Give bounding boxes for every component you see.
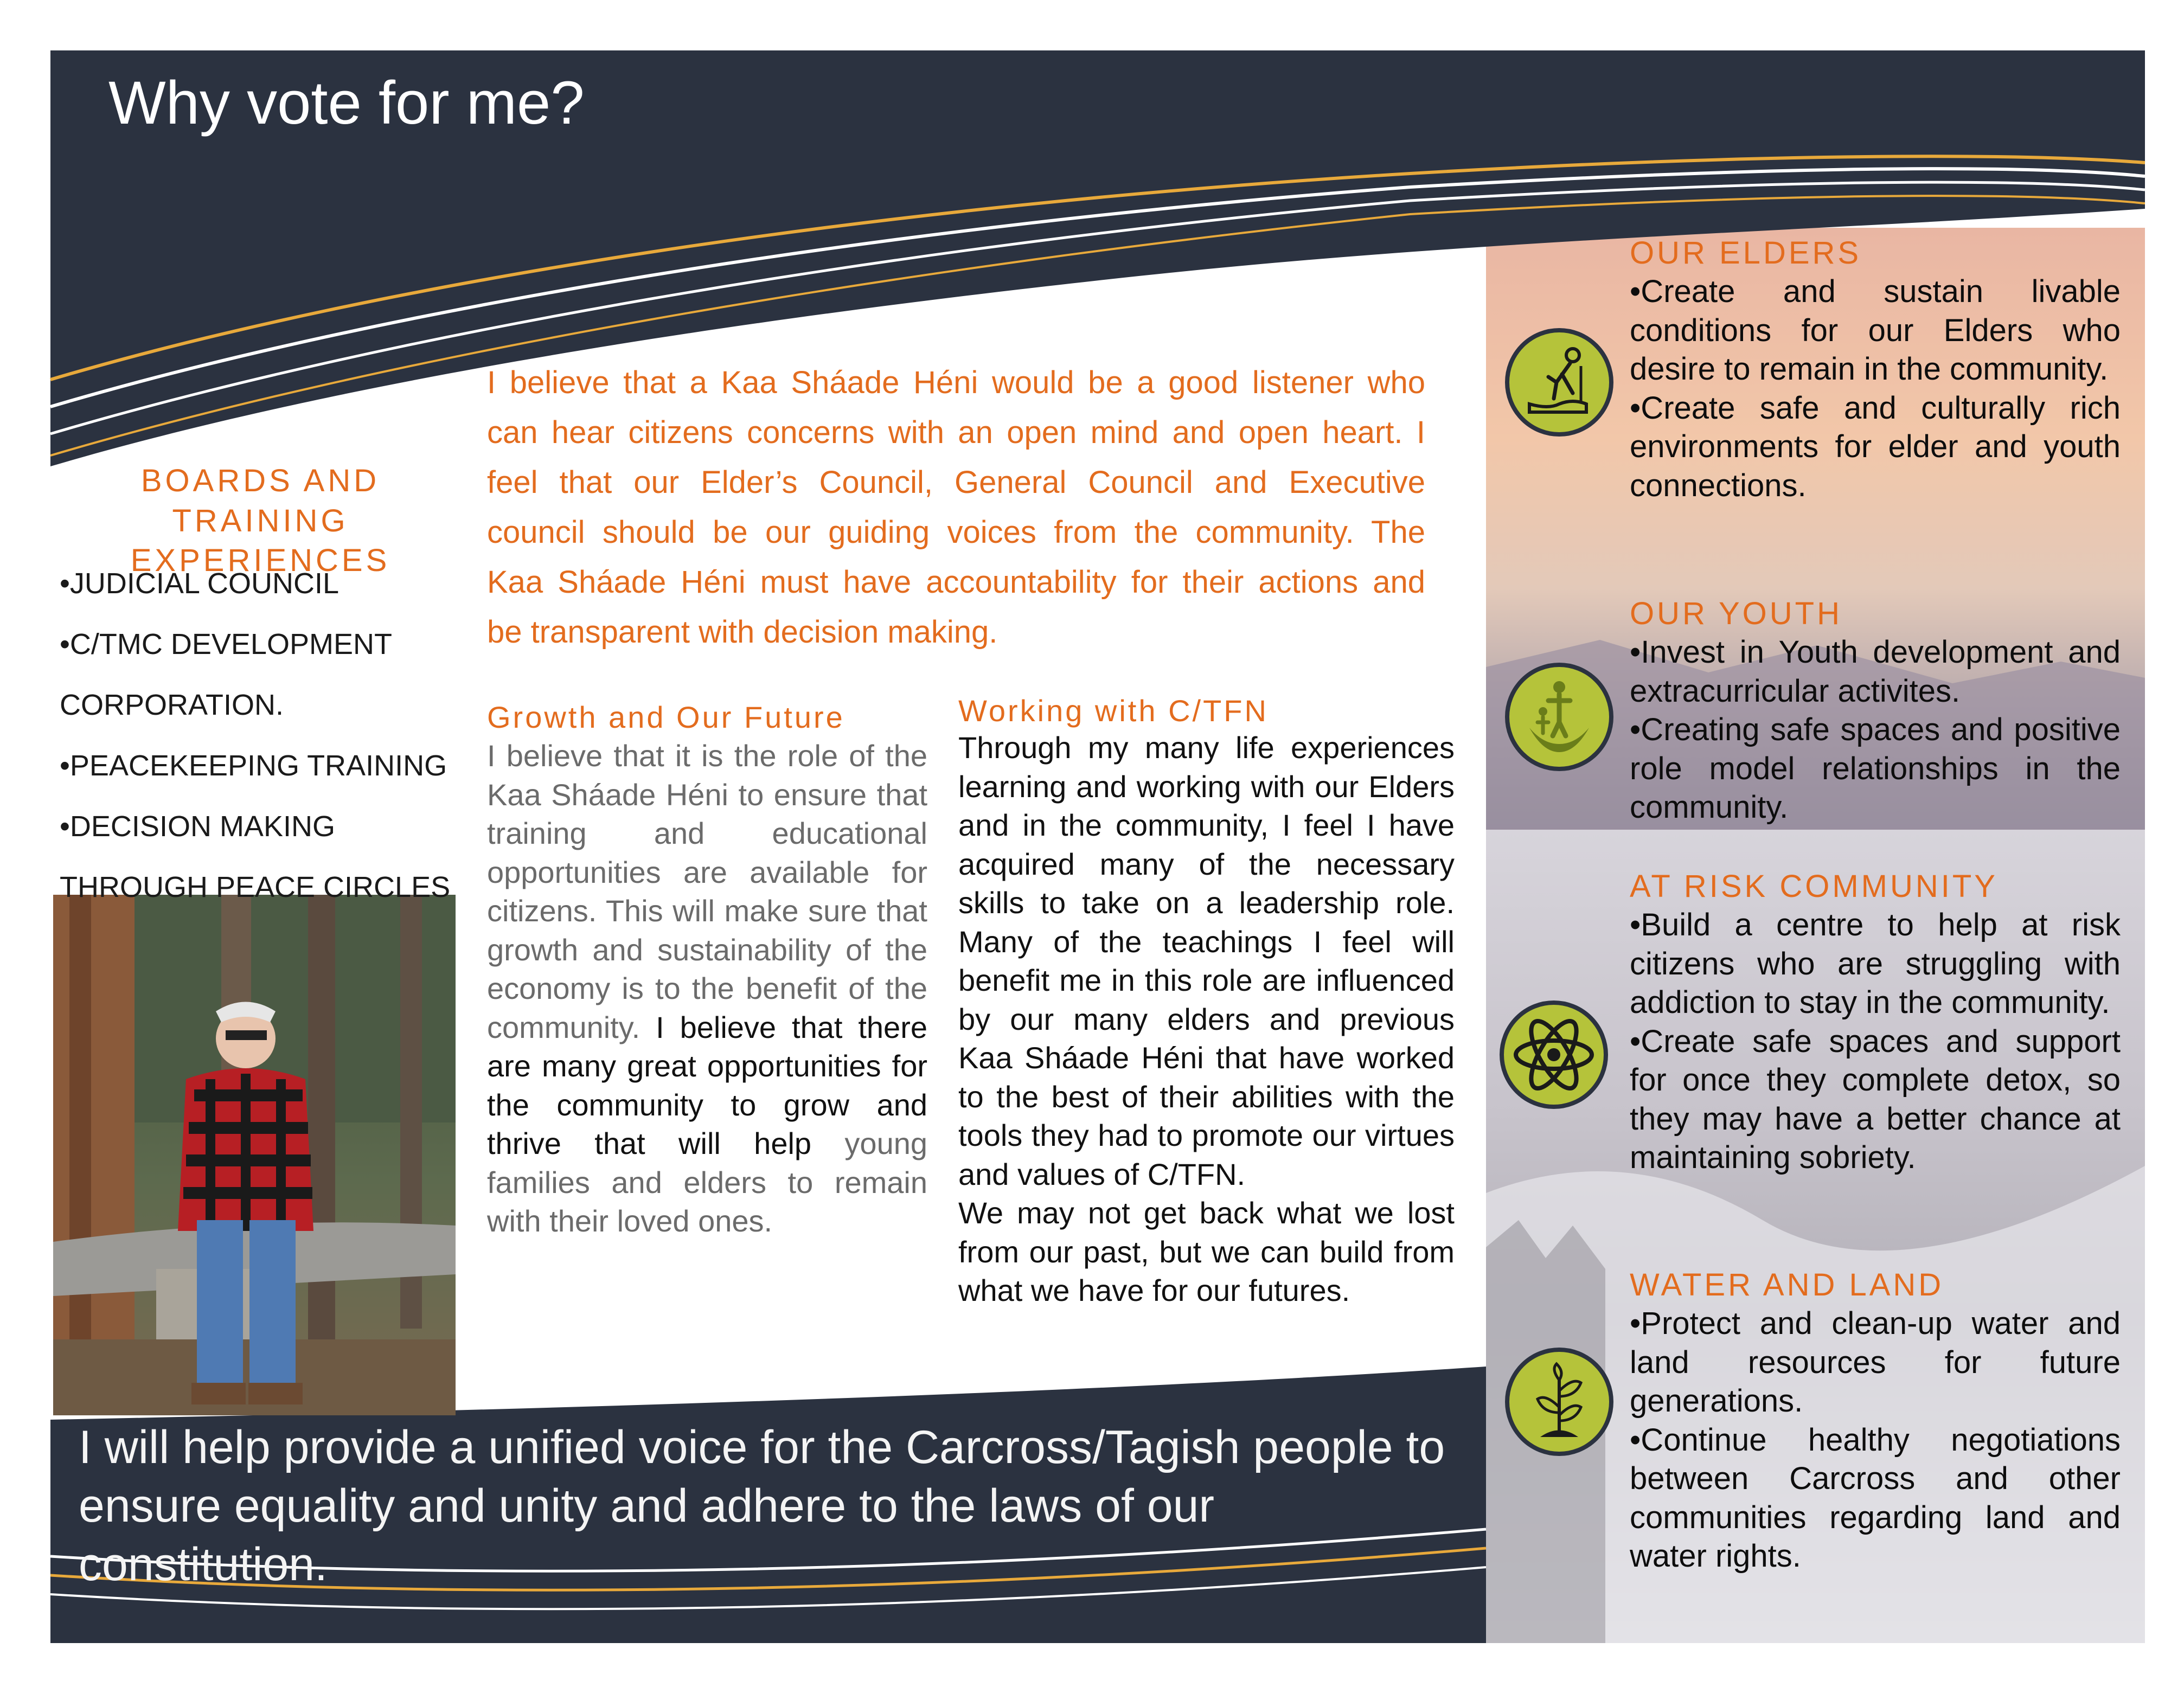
seedling-icon bbox=[1505, 1348, 1613, 1456]
working-text bbox=[958, 728, 1455, 1310]
bullet: •Build a centre to help at risk citizens who are struggling with addiction to stay in the community. bbox=[1630, 907, 2121, 1020]
page-title: Why vote for me? bbox=[108, 69, 585, 137]
intro-line: feel that our Elder’s Council, General Council and Executive bbox=[487, 465, 1425, 500]
boards-item: THROUGH PEACE CIRCLES bbox=[60, 871, 451, 903]
working-heading: Working with C/TFN bbox=[958, 694, 1269, 728]
section-heading: AT RISK COMMUNITY bbox=[1630, 869, 1998, 904]
intro-line: I believe that a Kaa Sháade Héni would be a good listener who bbox=[487, 365, 1425, 400]
intro-line: be transparent with decision making. bbox=[487, 614, 998, 650]
growth-text-part: young families and elders to remain with their loved ones. bbox=[487, 1126, 927, 1238]
section-text bbox=[1630, 906, 2121, 1177]
bullet: •Invest in Youth development and extracurricular activites. bbox=[1630, 634, 2121, 709]
intro-paragraph bbox=[487, 358, 1425, 657]
water-land-section bbox=[1630, 1266, 2121, 1576]
growth-heading: Growth and Our Future bbox=[487, 700, 845, 734]
growth-text bbox=[487, 736, 927, 1241]
youth-section bbox=[1630, 595, 2121, 827]
elder-care-icon bbox=[1505, 328, 1613, 437]
section-heading: OUR YOUTH bbox=[1630, 596, 1842, 631]
atom-icon bbox=[1500, 1000, 1608, 1109]
bullet: •Protect and clean-up water and land resources for future generations. bbox=[1630, 1306, 2121, 1419]
boards-item: CORPORATION. bbox=[60, 689, 284, 721]
growth-text-part: I believe that it is the role of the Kaa Sháade Héni to ensure that training and educational opportunities are available for citizens. This will make sure that growth and sustainability of the economy is to the benefit of the community. bbox=[487, 739, 927, 1044]
bullet: •Create safe and culturally rich environments for elder and youth connections. bbox=[1630, 390, 2121, 503]
section-text bbox=[1630, 272, 2121, 505]
at-risk-section bbox=[1630, 868, 2121, 1177]
growth-text-part: I believe that there are many great opportunities for the community to grow and thrive that will help bbox=[487, 1010, 927, 1160]
section-heading: OUR ELDERS bbox=[1630, 235, 1862, 271]
bullet: •Continue healthy negotiations between Carcross and other communities regarding land and water rights. bbox=[1630, 1422, 2121, 1574]
bullet: •Create and sustain livable conditions for our Elders who desire to remain in the community. bbox=[1630, 274, 2121, 387]
working-paragraph: We may not get back what we lost from our past, but we can build from what we have for our futures. bbox=[958, 1196, 1455, 1307]
intro-line: can hear citizens concerns with an open mind and open heart. I bbox=[487, 415, 1425, 450]
candidate-photo bbox=[53, 895, 456, 1415]
youth-growth-icon bbox=[1505, 663, 1613, 771]
section-heading: WATER AND LAND bbox=[1630, 1267, 1944, 1303]
working-paragraph: Through my many life experiences learning and working with our Elders and in the community, I feel I have acquired many of the necessary skills to take on a leadership role. Many of the teachings I feel will benefit me in this role are influenced by our many elders and previous Kaa Sháade Héni that have worked to the best of their abilities with the tools they had to promote our virtues and values of C/TFN. bbox=[958, 730, 1455, 1191]
intro-line: council should be our guiding voices from the community. The bbox=[487, 515, 1425, 550]
boards-heading: BOARDS AND TRAINING EXPERIENCES bbox=[130, 463, 390, 579]
intro-line: Kaa Sháade Héni must have accountability for their actions and bbox=[487, 565, 1425, 600]
boards-item: •DECISION MAKING bbox=[60, 810, 335, 843]
boards-list bbox=[60, 553, 472, 918]
elders-section bbox=[1630, 234, 2121, 505]
boards-item: •PEACEKEEPING TRAINING bbox=[60, 749, 447, 782]
section-text bbox=[1630, 1304, 2121, 1576]
boards-item: •C/TMC DEVELOPMENT bbox=[60, 628, 392, 660]
boards-item: •JUDICIAL COUNCIL bbox=[60, 567, 339, 600]
section-text bbox=[1630, 633, 2121, 827]
closing-statement: I will help provide a unified voice for the Carcross/Tagish people to ensure equality and unity and adhere to the laws of our constitution. bbox=[79, 1421, 1445, 1590]
bullet: •Create safe spaces and support for once they complete detox, so they may have a better chance at maintaining sobriety. bbox=[1630, 1023, 2121, 1175]
bullet: •Creating safe spaces and positive role model relationships in the community. bbox=[1630, 712, 2121, 825]
